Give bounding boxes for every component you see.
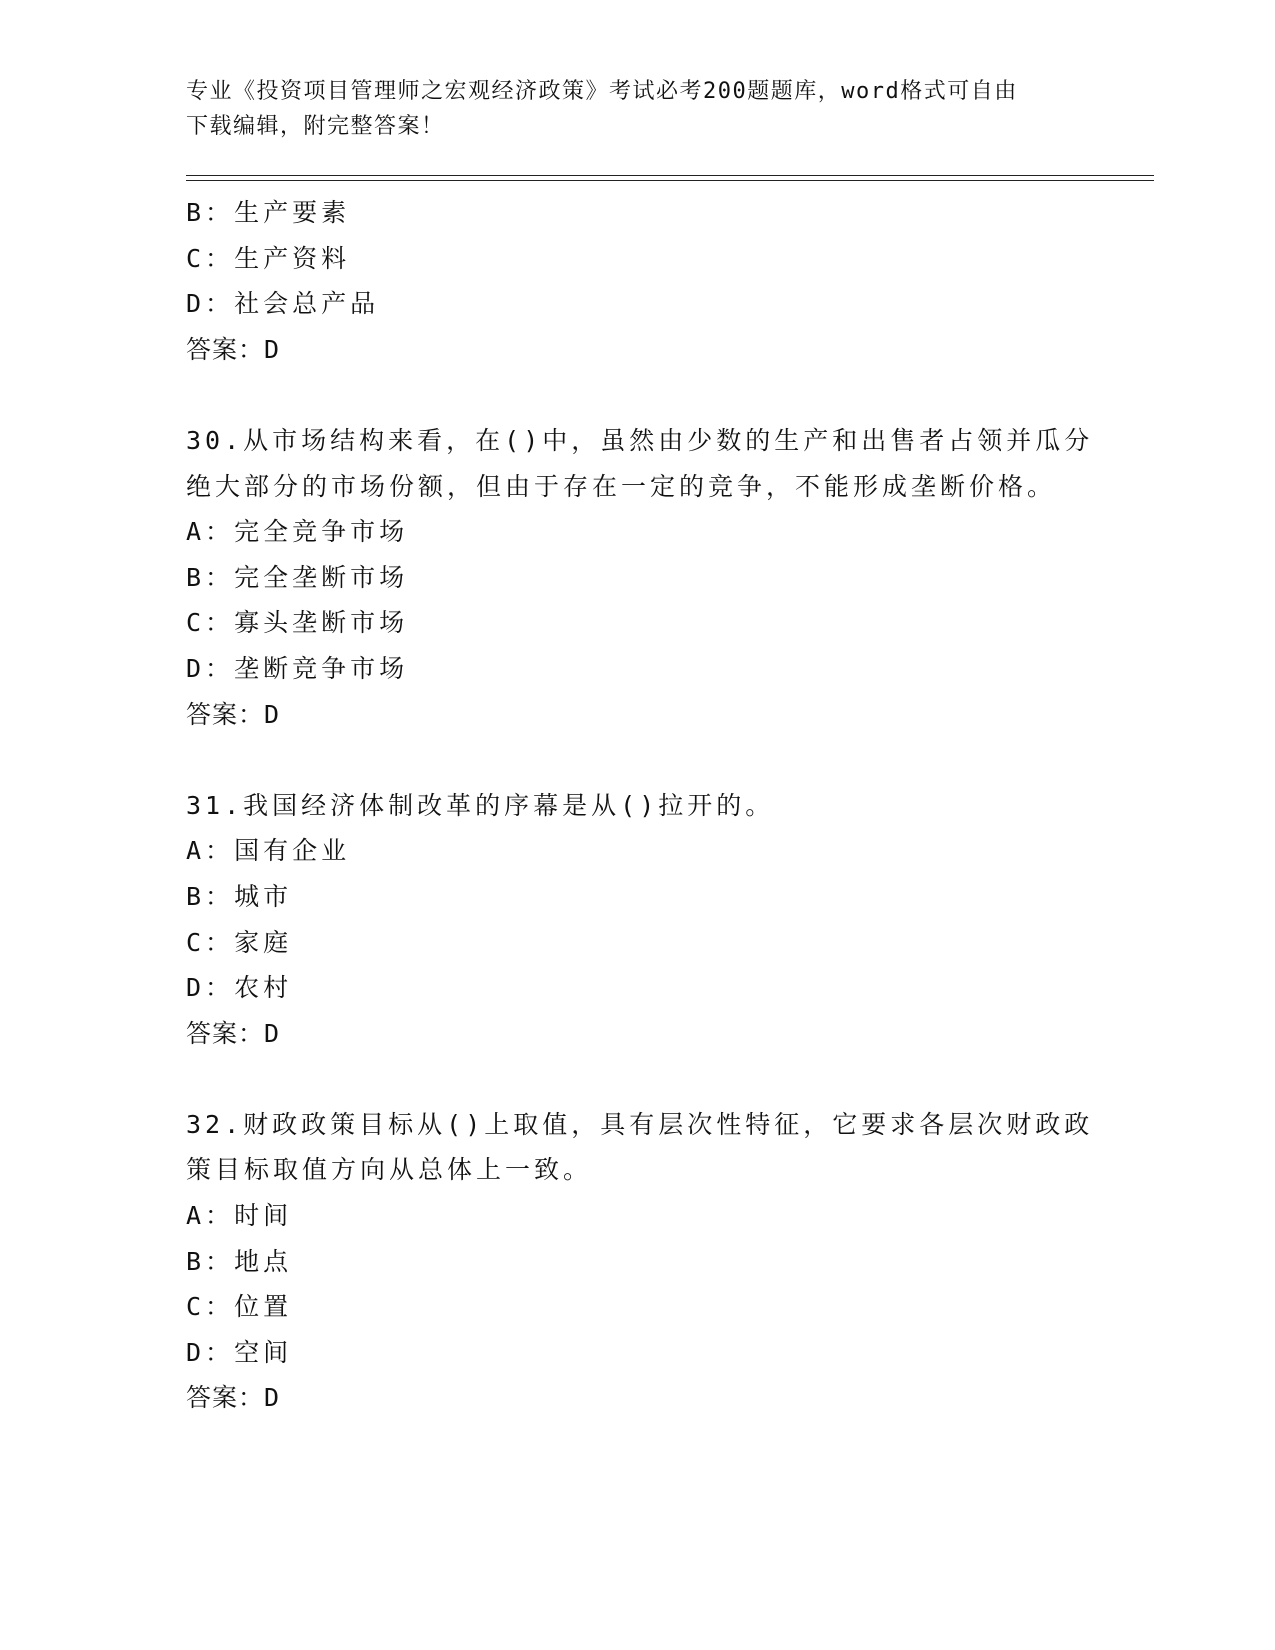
- option-d: [186, 281, 1086, 327]
- option-label: D：: [186, 1337, 235, 1367]
- option-text: 空间: [234, 1337, 293, 1367]
- option-c: [186, 1284, 1086, 1330]
- header-line-2: 下载编辑，附完整答案！: [186, 114, 445, 139]
- option-text: 国有企业: [234, 836, 351, 866]
- option-d: [186, 646, 1086, 692]
- option-a: [186, 1193, 1086, 1239]
- option-d: [186, 1330, 1086, 1376]
- option-c: [186, 920, 1086, 966]
- option-text: 地点: [234, 1246, 293, 1276]
- answer-line: 答案：D: [186, 334, 281, 364]
- option-c: [186, 600, 1086, 646]
- question-30: [186, 418, 1094, 737]
- option-text: 社会总产品: [234, 289, 380, 319]
- option-label: B：: [186, 562, 235, 592]
- option-label: A：: [186, 836, 235, 866]
- option-text: 寡头垄断市场: [234, 608, 409, 638]
- option-text: 农村: [234, 973, 293, 1003]
- question-31: [186, 783, 1086, 1057]
- option-b: [186, 874, 1086, 920]
- answer-line: 答案：D: [186, 699, 281, 729]
- previous-question-block: [186, 190, 1086, 372]
- option-text: 完全竞争市场: [234, 517, 409, 547]
- option-b: [186, 555, 1086, 601]
- option-label: B：: [186, 198, 235, 227]
- question-text-line: 31.我国经济体制改革的序幕是从()拉开的。: [186, 790, 775, 820]
- option-label: C：: [186, 927, 235, 957]
- option-label: A：: [186, 517, 235, 547]
- header-divider-bottom: [186, 180, 1154, 181]
- option-text: 垄断竞争市场: [234, 653, 409, 683]
- question-text-line: 30.从市场结构来看，在()中，虽然由少数的生产和出售者占领并瓜分: [186, 425, 1094, 455]
- option-a: [186, 509, 1086, 555]
- spacer: [186, 372, 1086, 418]
- option-b: [186, 1239, 1086, 1285]
- option-text: 位置: [234, 1292, 293, 1322]
- header-divider-top: [186, 175, 1154, 176]
- question-text-line: 策目标取值方向从总体上一致。: [186, 1155, 593, 1185]
- answer-line: 答案：D: [186, 1018, 281, 1048]
- option-label: B：: [186, 881, 235, 911]
- option-text: 城市: [234, 881, 293, 911]
- option-a: [186, 828, 1086, 874]
- document-header: [186, 74, 1086, 144]
- spacer: [186, 1056, 1086, 1102]
- question-text-line: 32.财政政策目标从()上取值，具有层次性特征，它要求各层次财政政: [186, 1109, 1094, 1139]
- option-text: 生产要素: [234, 198, 351, 227]
- option-text: 时间: [234, 1201, 293, 1231]
- option-label: B：: [186, 1246, 235, 1276]
- question-list: [186, 190, 1094, 1421]
- question-32: [186, 1102, 1094, 1421]
- spacer: [186, 737, 1086, 783]
- option-label: D：: [186, 289, 235, 319]
- option-label: C：: [186, 608, 235, 638]
- option-b: [186, 190, 1086, 236]
- option-text: 家庭: [234, 927, 293, 957]
- option-text: 完全垄断市场: [234, 562, 409, 592]
- option-label: C：: [186, 243, 235, 273]
- option-label: D：: [186, 653, 235, 683]
- option-d: [186, 965, 1086, 1011]
- option-label: C：: [186, 1292, 235, 1322]
- header-line-1: 专业《投资项目管理师之宏观经济政策》考试必考200题题库，word格式可自由: [186, 79, 1018, 104]
- option-label: D：: [186, 973, 235, 1003]
- option-c: [186, 236, 1086, 282]
- option-label: A：: [186, 1201, 235, 1231]
- option-text: 生产资料: [234, 243, 351, 273]
- answer-line: 答案：D: [186, 1383, 281, 1413]
- question-text-line: 绝大部分的市场份额，但由于存在一定的竞争，不能形成垄断价格。: [186, 471, 1057, 501]
